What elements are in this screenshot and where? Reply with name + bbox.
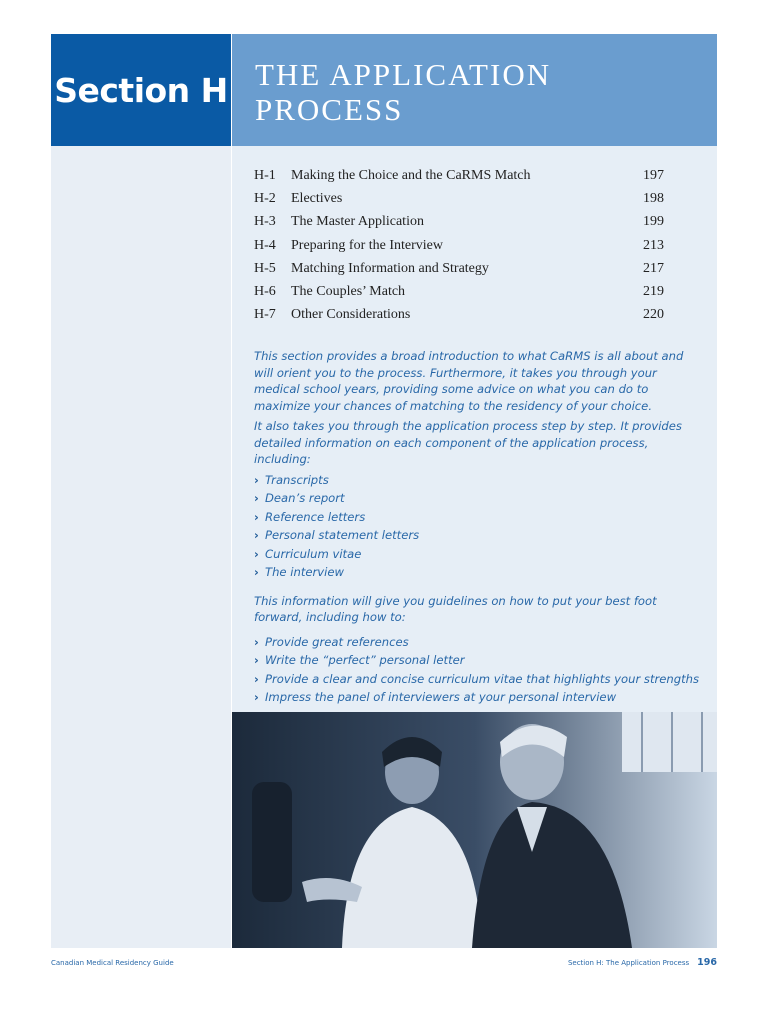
toc-title: The Master Application: [291, 214, 424, 230]
toc-number: H-5: [254, 260, 276, 276]
toc-page: 197: [643, 167, 664, 183]
chevron-right-icon: ›: [254, 528, 259, 542]
section-label: Section H: [54, 70, 228, 110]
table-of-contents: [254, 164, 664, 327]
toc-number: H-4: [254, 237, 276, 253]
toc-title: Other Considerations: [291, 307, 411, 323]
doctor-patient-photo: [232, 712, 717, 948]
guidelines-list: [254, 634, 704, 708]
toc-number: H-6: [254, 284, 276, 300]
toc-row[interactable]: [254, 211, 664, 234]
toc-title: The Couples’ Match: [291, 284, 406, 300]
page-title: THE APPLICATION PROCESS: [255, 57, 552, 127]
chevron-right-icon: ›: [254, 509, 259, 524]
chevron-right-icon: ›: [254, 472, 259, 487]
chevron-right-icon: ›: [254, 671, 259, 686]
section-badge: [51, 34, 231, 146]
toc-title: Preparing for the Interview: [291, 237, 443, 253]
toc-page: 220: [643, 307, 664, 323]
chevron-right-icon: ›: [254, 690, 259, 704]
footer-guide-title: Canadian Medical Residency Guide: [51, 959, 174, 967]
list-item: › Write the “perfect” personal letter: [254, 653, 465, 667]
intro-paragraph: This information will give you guidelines on how to put your best foot forward, including how to:: [254, 593, 657, 624]
intro-text: [254, 348, 704, 718]
toc-number: H-3: [254, 214, 276, 230]
intro-paragraph: It also takes you through the application process step by step. It provides detailed information on each component of the application process, including:: [254, 419, 682, 466]
toc-page: 213: [643, 237, 664, 253]
list-item: › Provide great references: [254, 634, 409, 649]
chevron-right-icon: ›: [254, 546, 259, 561]
toc-title: Making the Choice and the CaRMS Match: [291, 167, 531, 183]
list-item: › The interview: [254, 565, 344, 579]
page-number: 196: [697, 957, 717, 968]
chevron-right-icon: ›: [254, 491, 259, 505]
list-item: › Personal statement letters: [254, 528, 420, 542]
intro-paragraph: This section provides a broad introduction to what CaRMS is all about and will orient you to the process. Furthermore, it takes you through your medical school years, providing some advice on what you can do to maximize your chances of matching to the residency of your choice.: [254, 349, 684, 413]
toc-row[interactable]: [254, 164, 664, 187]
toc-number: H-1: [254, 167, 276, 183]
chevron-right-icon: ›: [254, 653, 259, 667]
toc-title: Matching Information and Strategy: [291, 260, 489, 276]
left-column-panel: [51, 34, 231, 948]
footer-section-title: Section H: The Application Process: [567, 959, 690, 967]
list-item: › Reference letters: [254, 509, 366, 524]
title-banner: [232, 34, 717, 146]
list-item: › Transcripts: [254, 472, 329, 487]
toc-number: H-2: [254, 190, 276, 206]
toc-page: 219: [643, 284, 664, 300]
components-list: [254, 472, 704, 583]
toc-row[interactable]: [254, 187, 664, 210]
toc-row[interactable]: [254, 234, 664, 257]
toc-page: 198: [643, 190, 664, 206]
toc-page: 217: [643, 260, 664, 276]
list-item: › Provide a clear and concise curriculum vitae that highlights your strengths: [254, 671, 700, 686]
chevron-right-icon: ›: [254, 565, 259, 579]
photo-illustration: [232, 712, 717, 948]
toc-row[interactable]: [254, 280, 664, 303]
toc-title: Electives: [291, 190, 343, 206]
list-item: › Curriculum vitae: [254, 546, 362, 561]
list-item: › Impress the panel of interviewers at your personal interview: [254, 690, 617, 704]
toc-number: H-7: [254, 307, 276, 323]
list-item: › Dean’s report: [254, 491, 345, 505]
toc-row[interactable]: [254, 257, 664, 280]
footer-section-info: [568, 957, 717, 968]
toc-page: 199: [643, 214, 664, 230]
toc-row[interactable]: [254, 304, 664, 327]
chevron-right-icon: ›: [254, 634, 259, 649]
